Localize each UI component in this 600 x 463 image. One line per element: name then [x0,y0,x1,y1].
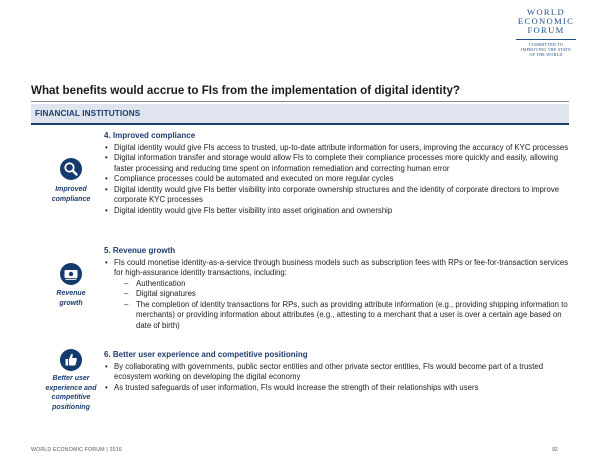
label-line: compliance [51,195,91,203]
wef-logo [506,8,586,57]
bullet-item: • As trusted safeguards of user information, FIs would increase the strength of their relationships with users [104,383,570,394]
magnifier-icon [60,158,82,180]
block-heading: 4. Improved compliance [104,131,196,140]
footer-source: WORLD ECONOMIC FORUM | 2016 [31,447,122,453]
logo-tagline: IMPROVING THE STATE [521,47,571,52]
thumbs-up-icon [60,349,82,371]
title-divider [31,101,569,102]
logo-line: ECONOMIC [517,16,575,26]
logo-tagline: OF THE WORLD [529,52,563,57]
bullet-item: • Digital identity would give FIs better visibility into corporate ownership structures and the identity of corporate directors to improve corporate KYC processes [104,185,570,206]
logo-divider [516,39,576,40]
label-line: Revenue [56,290,86,297]
bullet-item: • Digital information transfer and storage would allow FIs to complete their compliance processes more quickly and easily, allowing faster processing and reducing time spent on information remediation and correcting human error [104,153,570,174]
block-revenue [104,246,570,331]
logo-tagline: COMMITTED TO [528,42,564,47]
block-label-compliance [39,185,103,204]
label-line: Better user [52,375,90,382]
sub-bullet-item: – The completion of identity transactions for RPs, such as providing attribute information (e.g., providing shipping information to merchants) or providing information about attributes (e.g., attesting to a merchant that a user is over a certain age based on date of birth) [104,300,570,332]
sub-bullet-item: – Authentication [104,279,570,290]
label-line: positioning [52,403,90,411]
block-user-experience [104,350,570,393]
bullet-list [104,362,570,394]
label-line: growth [59,299,83,307]
money-bill-icon [60,263,82,285]
bullet-item: • By collaborating with governments, public sector entities and other private sector entities, FIs would become part of a trusted ecosystem working on developing the digital economy [104,362,570,383]
bullet-item: • Digital identity would give FIs better visibility into asset origination and ownership [104,206,570,217]
block-label-revenue [39,289,103,308]
logo-line: WORLD [526,7,565,17]
bullet-item: • FIs could monetise identity-as-a-service through business models such as subscription fees with RPs or fee-for-transaction services for high-assurance identity transactions, including: [104,258,570,279]
block-label-user-experience [39,374,103,412]
sub-bullet-item: – Digital signatures [104,289,570,300]
bullet-item: • Digital identity would give FIs access to trusted, up-to-date attribute information for users, improving the accuracy of KYC processes [104,143,570,154]
block-compliance [104,131,570,216]
bullet-list [104,258,570,332]
section-header [31,104,569,125]
logo-line: FORUM [527,25,565,35]
bullet-list [104,143,570,217]
label-line: Improved [55,186,87,193]
page-title: What benefits would accrue to FIs from the implementation of digital identity? [31,84,460,97]
label-line: competitive [51,394,91,401]
block-heading: 5. Revenue growth [104,246,176,255]
label-line: experience and [45,384,97,392]
block-heading: 6. Better user experience and competitive positioning [104,350,308,359]
page-number: 92 [552,447,558,453]
section-title: FINANCIAL INSTITUTIONS [35,109,141,118]
bullet-item: • Compliance processes could be automated and executed on more regular cycles [104,174,570,185]
